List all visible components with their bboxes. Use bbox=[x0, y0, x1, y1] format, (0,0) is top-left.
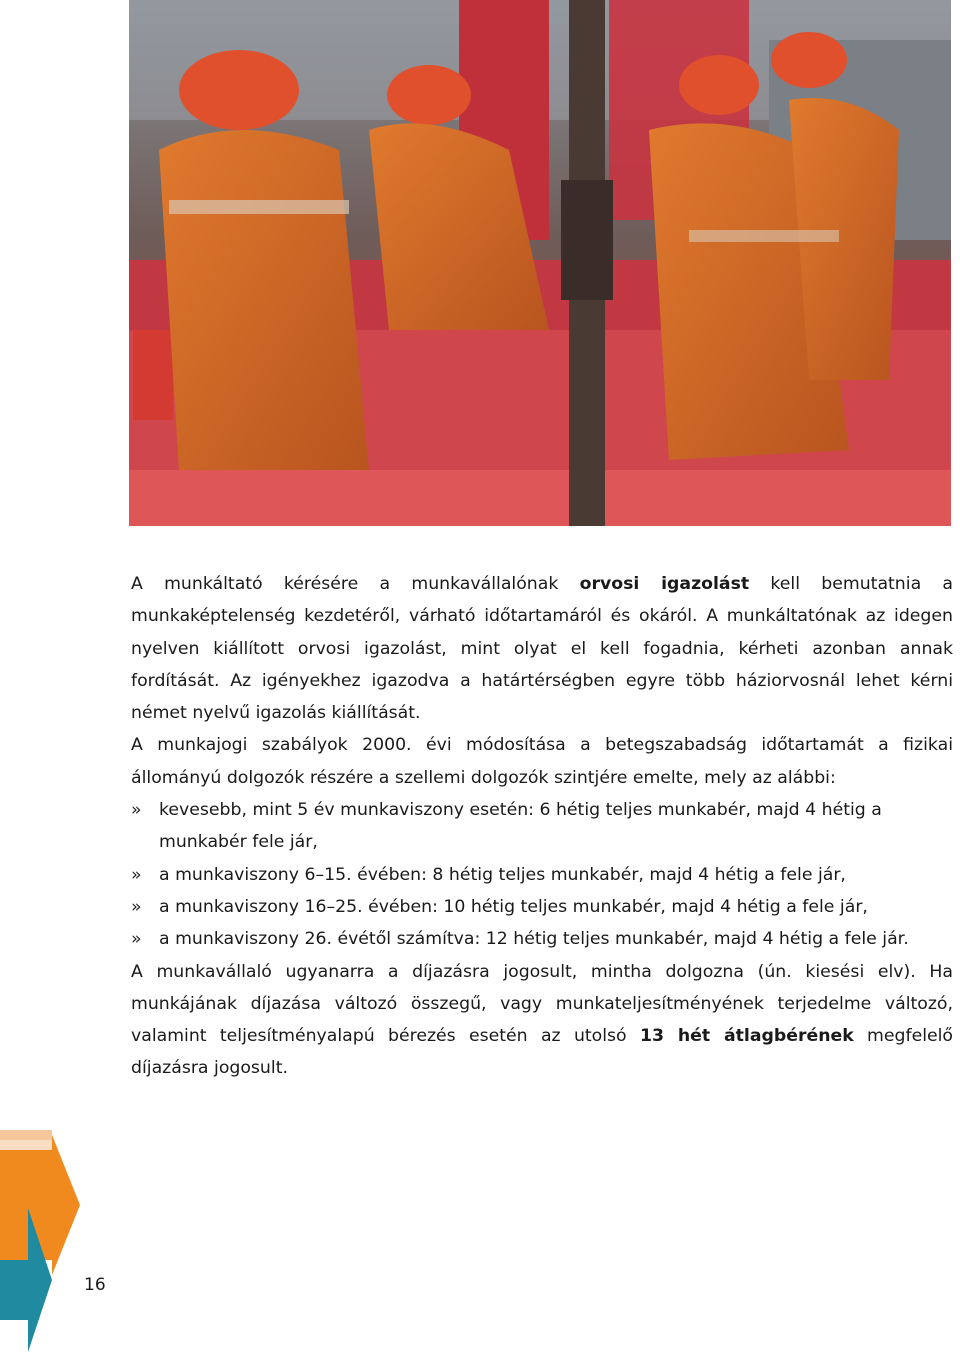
list-item bbox=[131, 923, 953, 955]
paragraph-1-bold: orvosi igazolást bbox=[579, 574, 750, 594]
list-item-text: a munkaviszony 16–25. évében: 10 hétig teljes munkabér, majd 4 hétig a fele jár, bbox=[159, 896, 868, 917]
sick-leave-list bbox=[131, 794, 953, 955]
arrow-decoration bbox=[0, 1130, 90, 1358]
paragraph-1-text-a: A munkáltató kérésére a munkavállalónak bbox=[131, 574, 580, 594]
list-item-text: a munkaviszony 6–15. évében: 8 hétig teljes munkabér, majd 4 hétig a fele jár, bbox=[159, 864, 846, 885]
list-item bbox=[131, 891, 953, 923]
bullet-mark: » bbox=[131, 896, 142, 917]
list-item bbox=[131, 794, 953, 859]
bullet-mark: » bbox=[131, 800, 142, 821]
bullet-mark: » bbox=[131, 864, 142, 885]
list-item-text: kevesebb, mint 5 év munkaviszony esetén: 6 hétig teljes munkabér, majd 4 hétig a munkabér fele jár, bbox=[159, 800, 882, 853]
paragraph-3-text-c: megfelelő díjazásra jogosult. bbox=[131, 1026, 954, 1079]
list-item-text: a munkaviszony 26. évétől számítva: 12 hétig teljes munkabér, majd 4 hétig a fele jár. bbox=[159, 929, 909, 950]
oil-rig-photo bbox=[129, 0, 951, 526]
paragraph-loss-principle bbox=[131, 956, 953, 1085]
paragraph-3-bold: 13 hét átlagbérének bbox=[639, 1026, 854, 1047]
paragraph-labour-law: A munkajogi szabályok 2000. évi módosítása a betegszabadság időtartamát a fizikai állományú dolgozók részére a szellemi dolgozók szintjére emelte, mely az alábbi: bbox=[131, 735, 953, 788]
paragraph-1-text-c: kell bemutatnia a munkaképtelenség kezdetéről, várható időtartamáról és okáról. A munkáltatónak az idegen nyelven kiállított orvosi igazolást, mint olyat el kell fogadnia, kérheti azonban annak fordítását. Az igényekhez igazodva a határtérségben egyre több háziorvosnál lehet kérni német nyelvű igazolás kiállítását. bbox=[131, 574, 954, 724]
list-item bbox=[131, 859, 953, 891]
page-number: 16 bbox=[84, 1275, 106, 1295]
bullet-mark: » bbox=[131, 929, 142, 950]
paragraph-3-text-a: A munkavállaló ugyanarra a díjazásra jogosult, mintha dolgozna (ún. kiesési elv). Ha munkájának díjazása változó összegű, vagy munkateljesítményének terjedelme változó, valamint teljesítményalapú bérezés esetén az utolsó bbox=[131, 961, 953, 1047]
paragraph-medical-certificate bbox=[131, 568, 953, 729]
body-text bbox=[131, 568, 953, 1085]
oil-rig-workers-image bbox=[129, 0, 951, 526]
arrow-decoration-icon bbox=[0, 1130, 90, 1358]
